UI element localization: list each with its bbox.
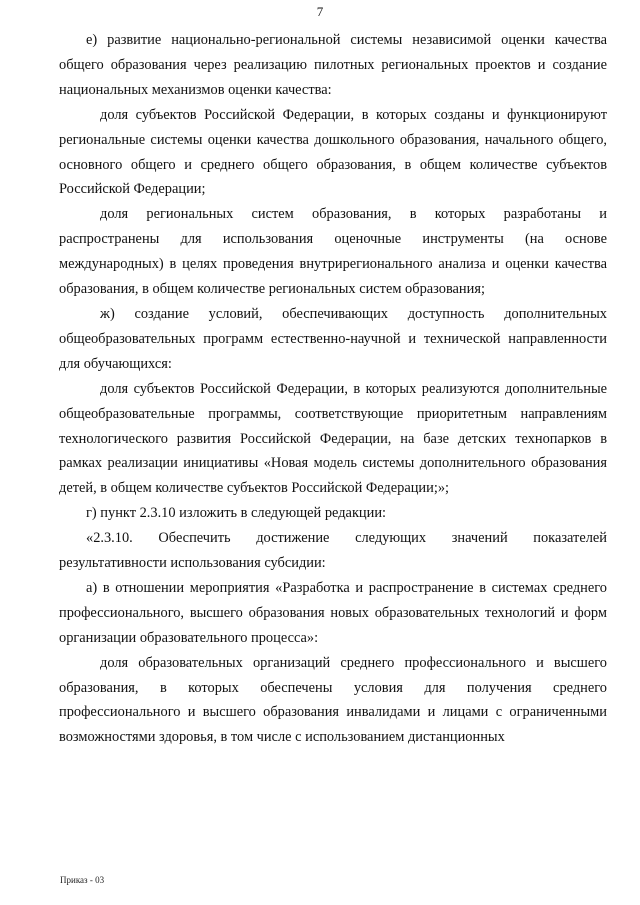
paragraph-2: доля субъектов Российской Федерации, в которых созданы и функционируют региональные системы оценки качества дошкольного образования, начального общего, основного общего и среднего общего образования, в общем количестве субъектов Российской Федерации;	[59, 106, 607, 198]
paragraph-8: а) в отношении мероприятия «Разработка и распространение в системах среднего профессионального, высшего образования новых образовательных технологий и форм организации образовательного процесса»:	[59, 579, 607, 646]
paragraph-6: г) пункт 2.3.10 изложить в следующей редакции:	[86, 505, 387, 522]
document-body	[59, 28, 607, 750]
paragraph-4: ж) создание условий, обеспечивающих доступность дополнительных общеобразовательных программ естественно-научной и технической направленности для обучающихся:	[59, 305, 607, 372]
paragraph-9: доля образовательных организаций среднего профессионального и высшего образования, в которых обеспечены условия для получения среднего профессионального и высшего образования инвалидами и лицами с ограниченными возможностями здоровья, в том числе с использованием дистанционных	[59, 654, 607, 746]
footer-label: Приказ - 03	[60, 875, 105, 885]
paragraph-1: е) развитие национально-региональной системы независимой оценки качества общего образования через реализацию пилотных региональных проектов и создание национальных механизмов оценки качества:	[59, 32, 607, 98]
paragraph-5: доля субъектов Российской Федерации, в которых реализуются дополнительные общеобразовательные программы, соответствующие приоритетным направлениям технологического развития Российской Федерации, на базе детских технопарков в рамках реализации инициативы «Новая модель системы дополнительного образования детей, в общем количестве субъектов Российской Федерации;»;	[59, 380, 607, 497]
page-number: 7	[316, 4, 324, 19]
paragraph-7: «2.3.10. Обеспечить достижение следующих значений показателей результативности использования субсидии:	[59, 530, 607, 572]
paragraph-3: доля региональных систем образования, в которых разработаны и распространены для использования оценочные инструменты (на основе международных) в целях проведения внутрирегионального анализа и оценки качества образования, в общем количестве региональных систем образования;	[59, 206, 607, 298]
